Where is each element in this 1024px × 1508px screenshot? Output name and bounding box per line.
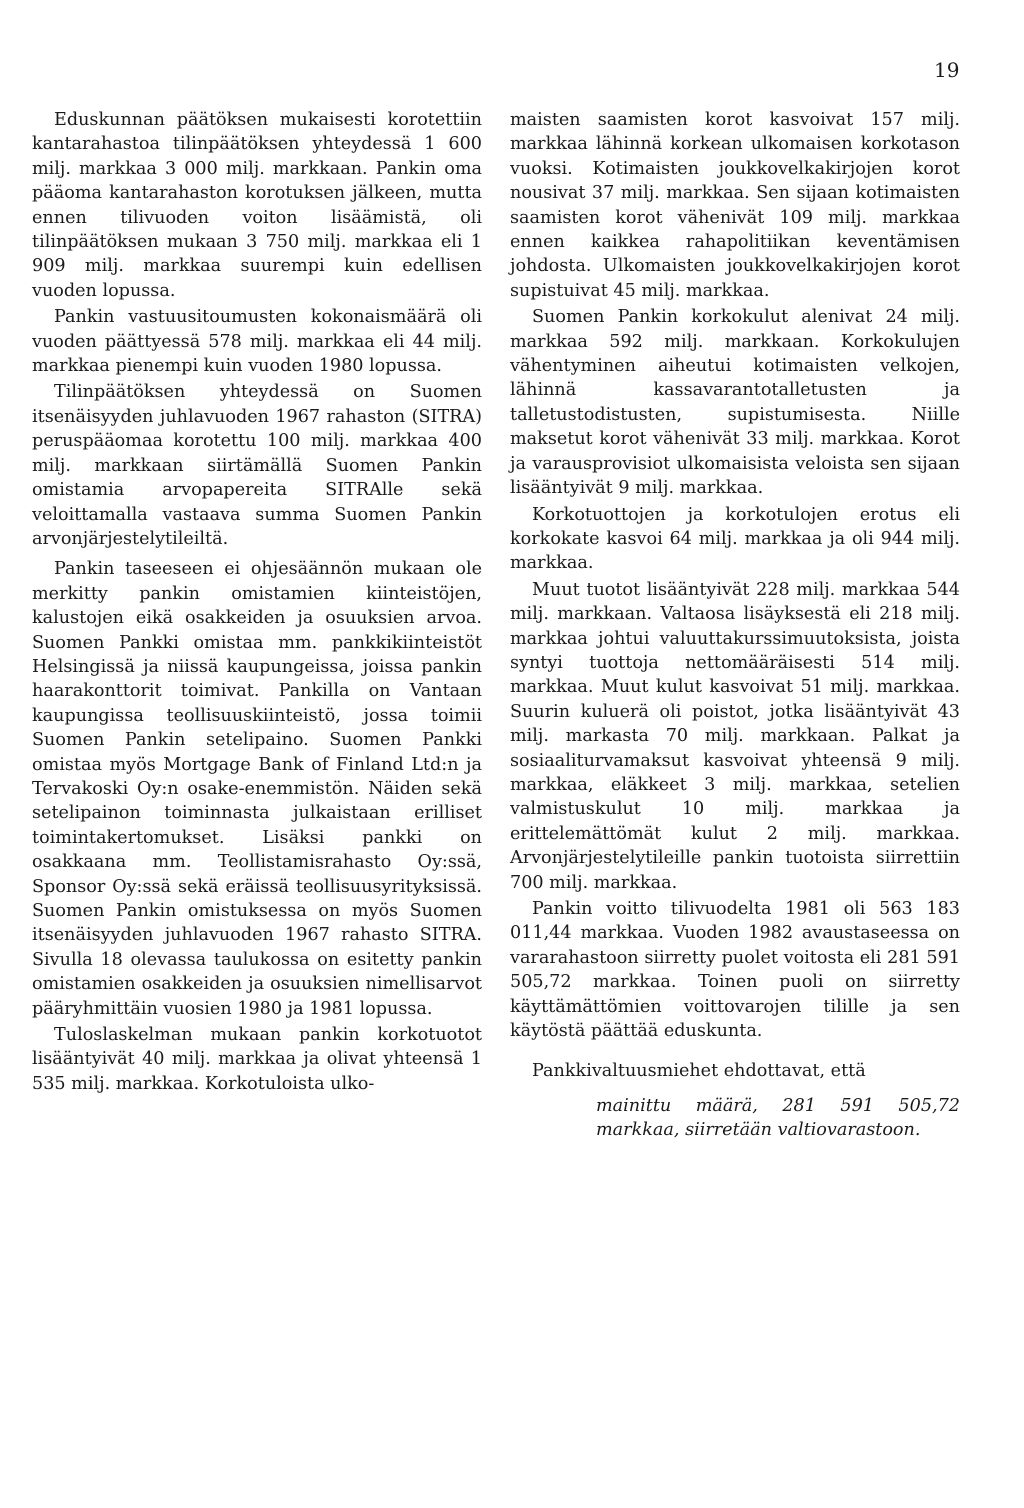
paragraph-other-income: Muut tuotot lisääntyivät 228 milj. markkaa 544 milj. markkaan. Valtaosa lisäyksestä eli 218 milj. markkaa johtui valuuttakurssimuutoksista, joista syntyi tuottoja nettomääräisesti 514 milj. markkaa. Muut kulut kasvoivat 51 milj. markkaa. Suurin kuluerä oli poistot, jotka lisääntyivät 43 milj. markasta 70 milj. markkaan. Palkat ja sosiaaliturvamaksut kasvoivat yhteensä 9 milj. markkaa, eläkkeet 3 milj. markkaa, setelien valmistuskulut 10 milj. markkaa ja erittelemättömät kulut 2 milj. markkaa. Arvonjärjestelytileille pankin tuotoista siirrettiin 700 milj. markkaa. bbox=[510, 579, 960, 893]
paragraph-continuation: maisten saamisten korot kasvoivat 157 milj. markkaa lähinnä korkean ulkomaisen korkotason vuoksi. Kotimaisten joukkovelkakirjojen korot nousivat 37 milj. markkaa. Sen sijaan kotimaisten saamisten korot vähenivät 109 milj. markkaa ennen kaikkea rahapolitiikan keventämisen johdosta. Ulkomaisten joukkovelkakirjojen korot supistuivat 45 milj. markkaa. bbox=[510, 110, 960, 301]
paragraph-interest-expenses: Suomen Pankin korkokulut alenivat 24 milj. markkaa 592 milj. markkaan. Korkokulujen vähentyminen aiheutui kotimaisten velkojen, lähinnä kassavarantotalletusten ja talletustodistusten, supistumisesta. Niille maksetut korot vähenivät 33 milj. markkaa. Korot ja varausprovisiot ulkomaisista veloista sen sijaan lisääntyivät 9 milj. markkaa. bbox=[510, 307, 960, 499]
paragraph-income-statement: Tuloslaskelman mukaan pankin korkotuotot lisääntyivät 40 milj. markkaa ja olivat yhteensä 1 535 milj. markkaa. Korkotuloista ulko- bbox=[32, 1025, 482, 1094]
paragraph-profit: Pankin voitto tilivuodelta 1981 oli 563 183 011,44 markkaa. Vuoden 1982 avaustaseessa on vararahastoon siirretty puolet voitosta eli 281 591 505,72 markkaa. Toinen puoli on siirretty käyttämättömien voittovarojen tilille ja sen käytöstä päättää eduskunta. bbox=[510, 899, 960, 1042]
right-column bbox=[510, 108, 960, 1143]
paragraph-holdings: Pankin taseeseen ei ohjesäännön mukaan ole merkitty pankin omistamien kiinteistöjen, kalustojen eikä osakkeiden ja osuuksien arvoa. Suomen Pankki omistaa mm. pankkikiinteistöt Helsingissä ja niissä kaupungeissa, joissa pankin haarakonttorit toimivat. Pankilla on Vantaan kaupungissa teollisuuskiinteistö, jossa toimii Suomen Pankin setelipaino. Suomen Pankki omistaa myös Mortgage Bank of Finland Ltd:n ja Tervakoski Oy:n osake-enemmistön. Näiden sekä setelipainon toiminnasta julkaistaan erilliset toimintakertomukset. Lisäksi pankki on osakkaana mm. Teollistamisrahasto Oy:ssä, Sponsor Oy:ssä sekä eräissä teollisuusyrityksissä. Suomen Pankin omistuksessa on myös Suomen itsenäisyyden juhlavuoden 1967 rahasto SITRA. Sivulla 18 olevassa taulukossa on esitetty pankin omistamien osakkeiden ja osuuksien nimellisarvot pääryhmittäin vuosien 1980 ja 1981 lopussa. bbox=[32, 559, 482, 1019]
paragraph-sitra: Tilinpäätöksen yhteydessä on Suomen itsenäisyyden juhlavuoden 1967 rahaston (SITRA) peruspääomaa korotettu 100 milj. markkaa 400 milj. markkaan siirtämällä Suomen Pankin omistamia arvopapereita SITRAlle sekä veloittamalla vastaava summa Suomen Pankin arvonjärjestelytileiltä. bbox=[32, 382, 482, 549]
paragraph-interest-margin: Korkotuottojen ja korkotulojen erotus eli korkokate kasvoi 64 milj. markkaa ja oli 944 milj. markkaa. bbox=[510, 504, 960, 574]
motion-text: mainittu määrä, 281 591 505,72 markkaa, siirretään valtiovarastoon. bbox=[596, 1095, 960, 1141]
motion-intro: Pankkivaltuusmiehet ehdottavat, että bbox=[532, 1061, 866, 1082]
paragraph-equity: Eduskunnan päätöksen mukaisesti korotettiin kantarahastoa tilinpäätöksen yhteydessä 1 600 milj. markkaa 3 000 milj. markkaan. Pankin oma pääoma kantarahaston korotuksen jälkeen, mutta ennen tilivuoden voiton lisäämistä, oli tilinpäätöksen mukaan 3 750 milj. markkaa eli 1 909 milj. markkaa suurempi kuin edellisen vuoden lopussa. bbox=[32, 110, 482, 301]
paragraph-liabilities: Pankin vastuusitoumusten kokonaismäärä oli vuoden päättyessä 578 milj. markkaa eli 44 milj. markkaa pienempi kuin vuoden 1980 lopussa. bbox=[32, 307, 482, 377]
page-number: 19 bbox=[934, 58, 960, 82]
left-column bbox=[32, 108, 482, 1098]
